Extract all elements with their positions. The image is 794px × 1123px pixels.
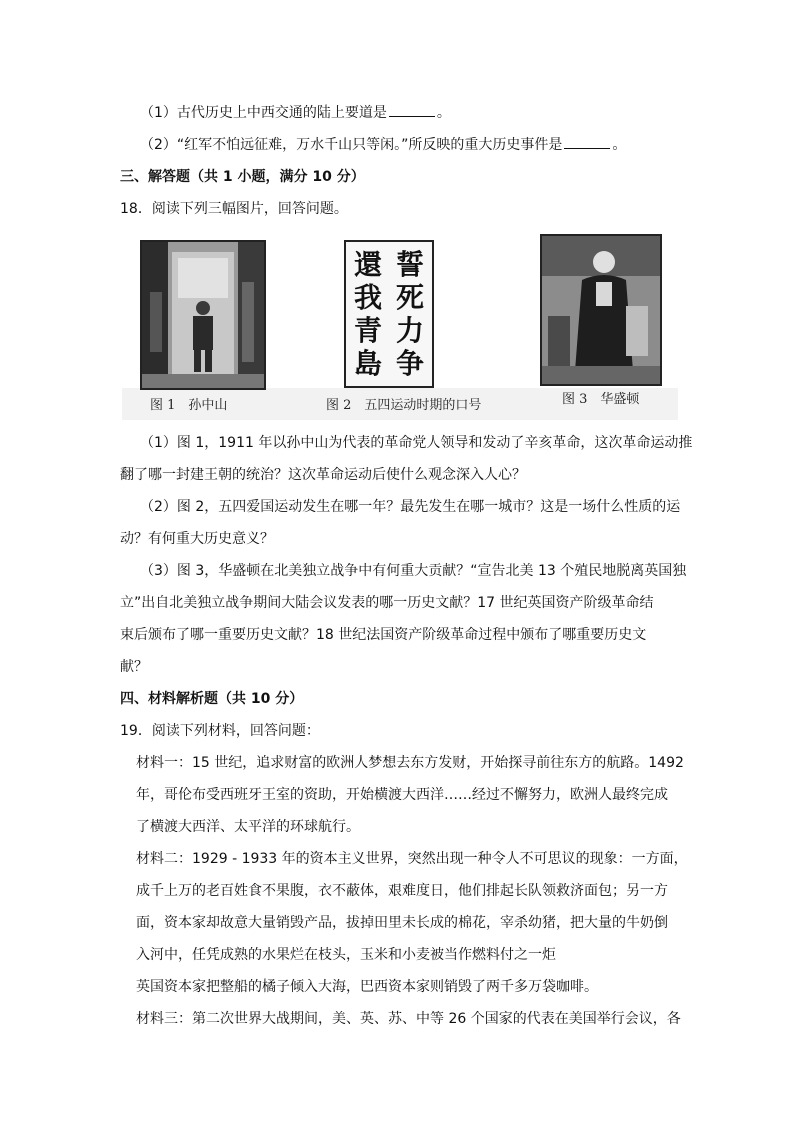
q19-line: 英国资本家把整船的橘子倾入大海，巴西资本家则销毁了两千多万袋咖啡。: [136, 979, 598, 995]
answer-blank[interactable]: [564, 136, 610, 149]
q19-line: 了横渡大西洋、太平洋的环球航行。: [136, 819, 360, 835]
section-3-title: 三、解答题（共 1 小题，满分 10 分）: [120, 169, 365, 185]
q17-sub1-end: 。: [436, 105, 451, 121]
figure-3-photo: [540, 234, 662, 386]
q18-line: （1）图 1，1911 年以孙中山为代表的革命党人领导和发动了辛亥革命，这次革命运动推: [140, 435, 693, 451]
washington-portrait: [542, 236, 660, 384]
q18-line: 动？有何重大历史意义？: [120, 531, 274, 547]
answer-blank[interactable]: [389, 104, 435, 117]
figure-2-caption: 图 2 五四运动时期的口号: [326, 398, 482, 413]
q18-line: （3）图 3，华盛顿在北美独立战争中有何重大贡献？“宣告北美 13 个殖民地脱离英国独: [140, 563, 687, 579]
q19-line: 成千上万的老百姓食不果腹，衣不蔽体，艰难度日，他们排起长队领救济面包；另一方: [136, 883, 668, 899]
q18-line: 束后颁布了哪一重要历史文献？18 世纪法国资产阶级革命过程中颁布了哪重要历史文: [120, 627, 647, 643]
q18-line: 献？: [120, 659, 148, 675]
q19-line: 入河中，任凭成熟的水果烂在枝头，玉米和小麦被当作燃料付之一炬: [136, 947, 556, 963]
sun-yat-sen-photo: [142, 242, 264, 388]
figure-2-slogan: [344, 240, 434, 388]
q17-sub2-text: （2）“红军不怕远征难，万水千山只等闲。”所反映的重大历史事件是: [140, 137, 563, 153]
q19-line: 材料三：第二次世界大战期间，美、英、苏、中等 26 个国家的代表在美国举行会议，各: [136, 1011, 681, 1027]
q17-sub2-end: 。: [612, 137, 627, 153]
q19-stem: 19．阅读下列材料，回答问题：: [120, 723, 320, 739]
q18-line: 翻了哪一封建王朝的统治？这次革命运动后使什么观念深入人心？: [120, 467, 526, 483]
q17-sub1: [140, 104, 451, 122]
q17-sub1-text: （1）古代历史上中西交通的陆上要道是: [140, 105, 387, 121]
q19-line: 年，哥伦布受西班牙王室的资助，开始横渡大西洋……经过不懈努力，欧洲人最终完成: [136, 787, 668, 803]
q17-sub2: [140, 136, 626, 154]
figure-1-photo: [140, 240, 266, 390]
q19-line: 面，资本家却故意大量销毁产品，拔掉田里未长成的棉花，宰杀幼猪，把大量的牛奶倒: [136, 915, 668, 931]
figure-3-caption: 图 3 华盛顿: [562, 392, 640, 407]
section-4-title: 四、材料解析题（共 10 分）: [120, 691, 304, 707]
q18-stem: 18．阅读下列三幅图片，回答问题。: [120, 201, 348, 217]
slogan-column-left: 還我青島: [353, 248, 382, 380]
slogan-column-right: 誓死力争: [395, 248, 424, 380]
q19-line: 材料一：15 世纪，追求财富的欧洲人梦想去东方发财，开始探寻前往东方的航路。1492: [136, 755, 684, 771]
figure-1-caption: 图 1 孙中山: [150, 398, 228, 413]
q19-line: 材料二：1929 - 1933 年的资本主义世界，突然出现一种令人不可思议的现象：一方面，: [136, 851, 688, 867]
q18-line: （2）图 2，五四爱国运动发生在哪一年？最先发生在哪一城市？这是一场什么性质的运: [140, 499, 681, 515]
q18-line: 立”出自北美独立战争期间大陆会议发表的哪一历史文献？17 世纪英国资产阶级革命结: [120, 595, 654, 611]
